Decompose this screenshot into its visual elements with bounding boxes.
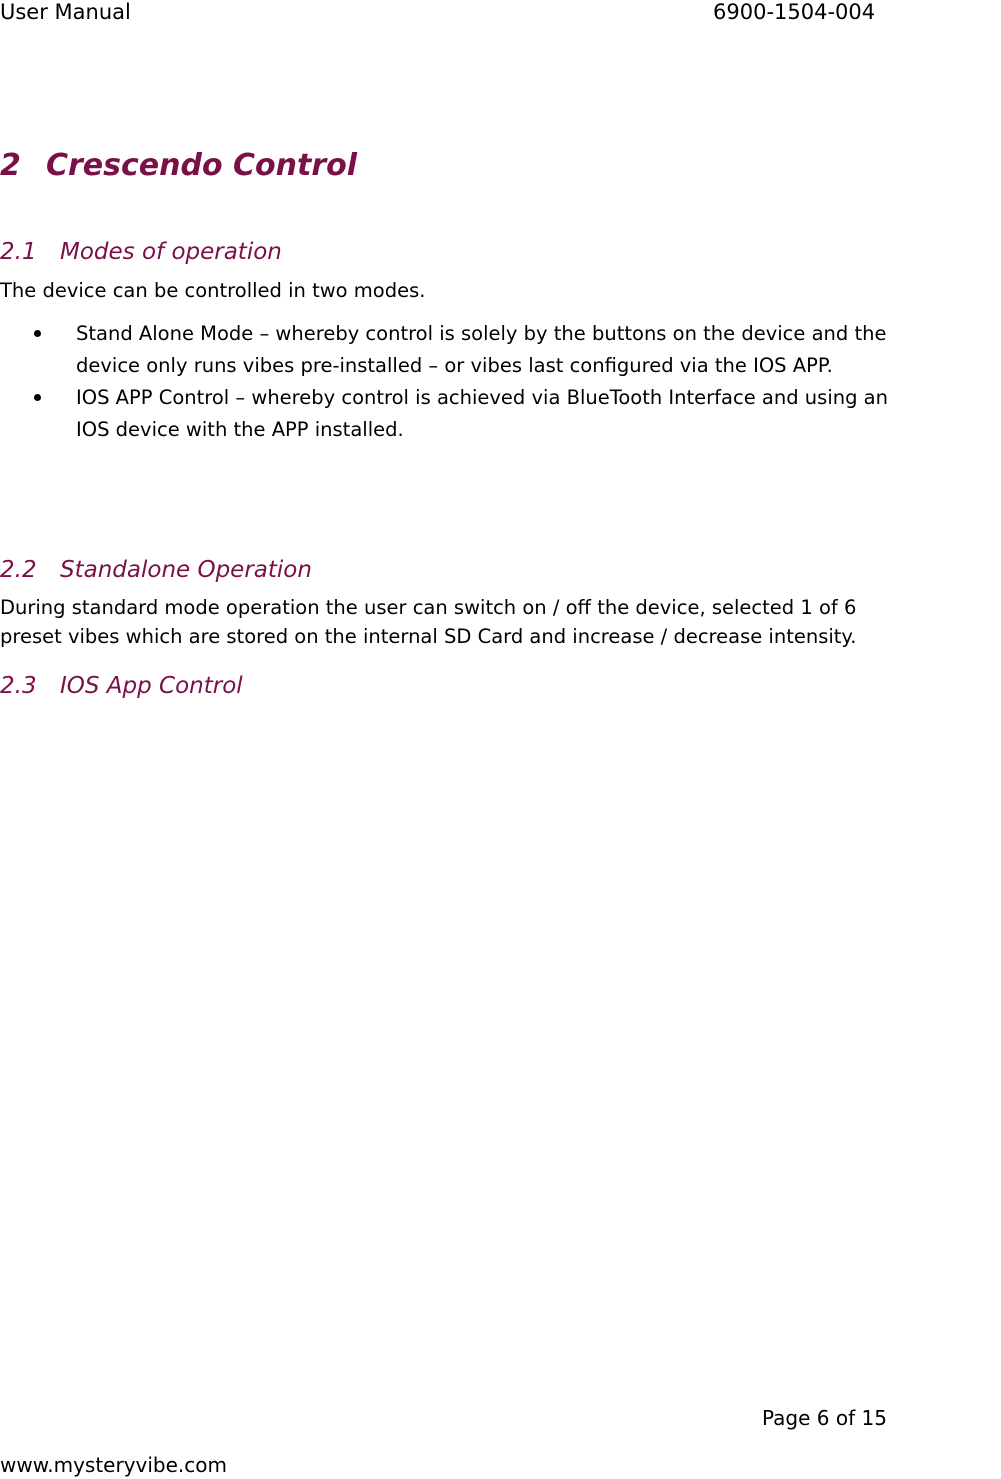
subsection-title: IOS App Control xyxy=(60,673,243,699)
paragraph-line: preset vibes which are stored on the internal SD Card and increase / decrease intensity. xyxy=(0,625,857,648)
document-number: 6900-1504-004 xyxy=(713,0,876,24)
standalone-body xyxy=(0,593,1001,651)
subsection-number: 2.2 xyxy=(0,557,37,583)
page-number: Page 6 of 15 xyxy=(762,1406,887,1430)
modes-list xyxy=(0,318,1001,446)
header-title: User Manual xyxy=(0,0,131,24)
subsection-heading-modes xyxy=(0,238,282,266)
section-heading xyxy=(0,148,357,184)
list-item-standalone-mode xyxy=(0,318,1001,382)
paragraph-line: During standard mode operation the user can switch on / off the device, selected 1 of 6 xyxy=(0,596,857,619)
list-item-line: IOS device with the APP installed. xyxy=(76,418,404,441)
list-item-line: IOS APP Control – whereby control is achieved via BlueTooth Interface and using an xyxy=(76,386,888,409)
modes-intro: The device can be controlled in two modes. xyxy=(0,279,426,302)
subsection-heading-ios-app xyxy=(0,672,243,700)
website-url: www.mysteryvibe.com xyxy=(0,1453,228,1477)
subsection-heading-standalone xyxy=(0,556,312,584)
subsection-title: Modes of operation xyxy=(60,239,282,265)
bullet-icon xyxy=(34,330,41,337)
bullet-icon xyxy=(34,394,41,401)
subsection-number: 2.1 xyxy=(0,239,37,265)
list-item-ios-app-control xyxy=(0,382,1001,446)
list-item-line: Stand Alone Mode – whereby control is solely by the buttons on the device and the xyxy=(76,322,887,345)
section-title: Crescendo Control xyxy=(46,148,358,183)
section-number: 2 xyxy=(0,148,21,183)
subsection-number: 2.3 xyxy=(0,673,37,699)
list-item-line: device only runs vibes pre-installed – or vibes last configured via the IOS APP. xyxy=(76,354,833,377)
subsection-title: Standalone Operation xyxy=(60,557,312,583)
